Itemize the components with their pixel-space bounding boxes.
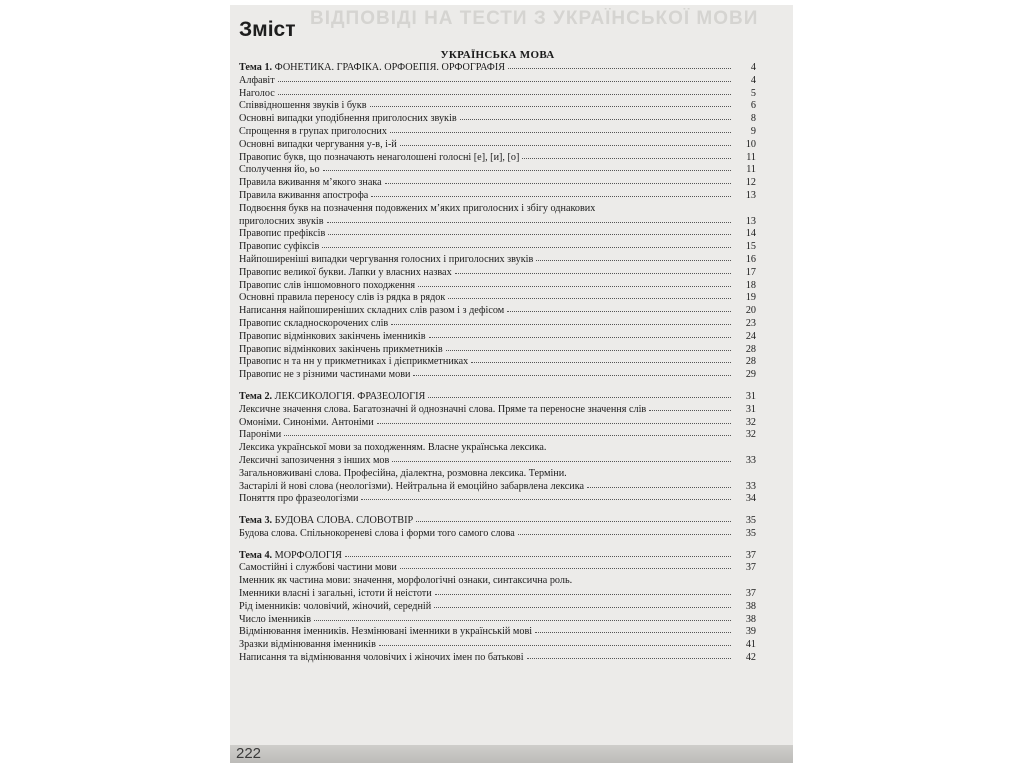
toc-dot-leader [416, 520, 731, 522]
toc-dot-leader [370, 105, 731, 107]
toc-entry [239, 318, 756, 331]
toc-entry [239, 455, 756, 468]
toc-entry-page: 14 [745, 228, 756, 240]
toc-entry [239, 203, 756, 216]
toc-entry-text: Правила вживання апострофа [239, 189, 369, 201]
toc-entry-page: 37 [745, 562, 756, 574]
toc-entry-text: Застарілі й нові слова (неологізми). Нейтральна й емоційно забарвлена лексика [239, 480, 585, 492]
toc-entry-text: БУДОВА СЛОВА. СЛОВОТВІР [272, 515, 414, 527]
toc-dot-leader [371, 195, 731, 197]
toc-entry-page: 11 [746, 164, 756, 176]
toc-entry-page: 9 [750, 125, 756, 137]
toc-entry-title [239, 429, 281, 442]
toc-entry [239, 468, 756, 481]
toc-entry [239, 562, 756, 575]
toc-entry-page: 4 [750, 62, 756, 73]
toc-entry-text: ЛЕКСИКОЛОГІЯ. ФРАЗЕОЛОГІЯ [272, 390, 426, 402]
toc-entry-title [239, 228, 325, 241]
toc-dot-leader [507, 310, 731, 312]
toc-dot-leader [322, 246, 731, 248]
toc-dot-leader [527, 657, 731, 659]
toc-dot-leader [518, 533, 731, 535]
toc-entry-text: Число іменників [239, 613, 312, 625]
toc-entry [239, 356, 756, 369]
toc-entry-page: 17 [745, 266, 756, 278]
toc-entry-title [239, 626, 532, 639]
toc-entry [239, 216, 756, 229]
toc-dot-leader [587, 486, 731, 488]
toc-entry-title [239, 164, 320, 177]
toc-entry-text: Правопис відмінкових закінчень іменників [239, 330, 426, 342]
toc-entry-page: 32 [745, 416, 756, 428]
toc-entry-text: Алфавіт [239, 74, 275, 86]
toc-entry-page: 13 [745, 215, 756, 227]
toc-dot-leader [460, 118, 731, 120]
toc-entry-text: Правопис не з різними частинами мови [239, 369, 411, 381]
toc-entry-title [239, 356, 468, 369]
toc-entry-title [239, 203, 595, 216]
toc-dot-leader [314, 619, 731, 621]
toc-topic-prefix: Тема 2. [239, 390, 273, 402]
toc-entry-page: 10 [745, 138, 756, 150]
toc-topic-prefix: Тема 4. [239, 549, 273, 561]
toc-entry-text: Лексичне значення слова. Багатозначні й однозначні слова. Пряме та переносне значення слів [239, 403, 647, 415]
toc-entry-title [239, 62, 505, 75]
toc-entry-page: 13 [745, 189, 756, 201]
toc-entry-text: Спрощення в групах приголосних [239, 125, 387, 137]
toc-dot-leader [377, 422, 731, 424]
toc-entry-title [239, 190, 368, 203]
toc-entry [239, 88, 756, 101]
toc-gap [239, 382, 756, 391]
toc-entry [239, 626, 756, 639]
toc-entry-title [239, 88, 275, 101]
toc-dot-leader [391, 323, 731, 325]
toc-entry-title [239, 318, 388, 331]
toc-dot-leader [278, 93, 731, 95]
toc-dot-leader [428, 396, 731, 398]
document-page [230, 5, 793, 763]
toc-entry [239, 442, 756, 455]
toc-dot-leader [278, 80, 731, 82]
toc-entry-text: Правила вживання м’якого знака [239, 177, 382, 189]
toc-entry-text: Основні випадки уподібнення приголосних звуків [239, 113, 457, 125]
toc-entry-text: Самостійні і службові частини мови [239, 562, 397, 574]
toc-entry-title [239, 139, 397, 152]
toc-dot-leader [418, 285, 731, 287]
toc-entry-text: Подвоєння букв на позначення подовжених м’яких приголосних і збігу однакових [239, 202, 596, 214]
toc-entry-text: Відмінювання іменників. Незмінювані іменники в українській мові [239, 626, 533, 638]
toc-entry [239, 404, 756, 417]
toc-entry-page: 11 [746, 151, 756, 163]
toc-dot-leader [429, 336, 731, 338]
toc-entry [239, 75, 756, 88]
toc-gap [239, 541, 756, 550]
toc-entry-page: 18 [745, 279, 756, 291]
toc-entry-page: 42 [745, 652, 756, 664]
toc-entry-page: 41 [745, 639, 756, 651]
toc-entry [239, 481, 756, 494]
toc-entry-title [239, 442, 546, 455]
toc-entry-text: Правопис великої букви. Лапки у власних назвах [239, 266, 452, 278]
toc-entry-text: Правопис відмінкових закінчень прикметників [239, 343, 443, 355]
toc-entry-title [239, 614, 311, 627]
toc-dot-leader [379, 644, 731, 646]
toc-entry [239, 528, 756, 541]
toc-entry-text: Основні випадки чергування у-в, і-й [239, 138, 397, 150]
toc-entry [239, 493, 756, 506]
toc-entry-page: 31 [745, 390, 756, 402]
toc-entry-title [239, 550, 342, 563]
toc-entry-title [239, 267, 452, 280]
toc-topic-row [239, 550, 756, 563]
toc-topic-row [239, 62, 756, 75]
section-title: УКРАЇНСЬКА МОВА [440, 49, 555, 61]
toc-entry-text: Будова слова. Спільнокореневі слова і форми того самого слова [239, 527, 515, 539]
toc-entry-page: 28 [745, 343, 756, 355]
toc-entry [239, 228, 756, 241]
toc-entry-page: 35 [745, 515, 756, 527]
toc-entry-text: Іменники власні і загальні, істоти й неістоти [239, 588, 432, 600]
toc-entry [239, 100, 756, 113]
toc-entry-text: Наголос [239, 87, 275, 99]
table-of-contents [239, 49, 756, 665]
toc-entry [239, 601, 756, 614]
toc-entry-title [239, 404, 646, 417]
toc-entry-text: Найпоширеніші випадки чергування голосних і приголосних звуків [239, 253, 534, 265]
toc-entry-title [239, 391, 425, 404]
toc-dot-leader [327, 221, 731, 223]
toc-dot-leader [435, 593, 731, 595]
toc-entry-text: Лексика української мови за походженням. Власне українська лексика. [239, 442, 547, 454]
toc-entry [239, 254, 756, 267]
toc-entry-title [239, 152, 519, 165]
toc-entry-title [239, 241, 319, 254]
toc-entry-page: 20 [745, 305, 756, 317]
toc-dot-leader [323, 169, 731, 171]
toc-dot-leader [385, 182, 731, 184]
toc-entry [239, 164, 756, 177]
toc-dot-leader [448, 297, 731, 299]
toc-entry-page: 29 [745, 369, 756, 381]
toc-entry [239, 369, 756, 382]
toc-entry-text: Правопис складноскорочених слів [239, 317, 389, 329]
toc-dot-leader [400, 144, 731, 146]
toc-entry-page: 35 [745, 527, 756, 539]
toc-dot-leader [508, 67, 731, 69]
toc-entry-title [239, 177, 382, 190]
page-number: 222 [236, 745, 262, 762]
toc-entry-title [239, 601, 431, 614]
toc-entry-text: Співвідношення звуків і букв [239, 100, 367, 112]
toc-entry [239, 280, 756, 293]
toc-dot-leader [345, 555, 731, 557]
toc-entry [239, 331, 756, 344]
toc-dot-leader [361, 498, 731, 500]
toc-entry-title [239, 292, 445, 305]
toc-dot-leader [446, 349, 731, 351]
toc-entry-title [239, 113, 457, 126]
toc-entry [239, 241, 756, 254]
toc-entry-title [239, 75, 275, 88]
toc-entry-page: 38 [745, 600, 756, 612]
toc-entry [239, 614, 756, 627]
toc-entry-title [239, 468, 567, 481]
toc-entry-page: 33 [745, 454, 756, 466]
toc-entry-title [239, 369, 410, 382]
toc-entry [239, 267, 756, 280]
toc-dot-leader [471, 361, 731, 363]
toc-gap [239, 506, 756, 515]
toc-list [239, 62, 756, 665]
toc-entry [239, 139, 756, 152]
toc-entry-title [239, 652, 524, 665]
toc-entry-title [239, 216, 324, 229]
toc-dot-leader [392, 460, 731, 462]
toc-entry-text: Поняття про фразеологізми [239, 493, 359, 505]
toc-entry-text: Правопис н та нн у прикметниках і дієприкметниках [239, 356, 469, 368]
toc-dot-leader [284, 434, 731, 436]
toc-entry [239, 417, 756, 430]
toc-entry-title [239, 331, 426, 344]
toc-entry-text: Основні правила переносу слів із рядка в рядок [239, 292, 446, 304]
toc-entry-page: 31 [745, 403, 756, 415]
toc-topic-prefix: Тема 1. [239, 62, 273, 73]
toc-entry [239, 429, 756, 442]
toc-entry-page: 34 [745, 493, 756, 505]
toc-entry-text: Правопис префіксів [239, 228, 326, 240]
toc-entry-title [239, 305, 504, 318]
toc-dot-leader [649, 409, 731, 411]
toc-entry-page: 28 [745, 356, 756, 368]
toc-entry-page: 24 [745, 330, 756, 342]
toc-dot-leader [328, 233, 731, 235]
toc-entry [239, 305, 756, 318]
toc-entry [239, 588, 756, 601]
toc-dot-leader [536, 259, 731, 261]
toc-entry [239, 639, 756, 652]
page-title: Зміст [239, 18, 296, 41]
toc-entry [239, 113, 756, 126]
toc-dot-leader [413, 374, 731, 376]
toc-entry-title [239, 455, 389, 468]
page-footer [230, 745, 793, 763]
toc-entry-title [239, 588, 432, 601]
toc-entry-title [239, 639, 376, 652]
toc-entry [239, 177, 756, 190]
toc-entry-page: 15 [745, 241, 756, 253]
toc-entry-text: Рід іменників: чоловічий, жіночий, середній [239, 600, 432, 612]
toc-entry-page: 37 [745, 588, 756, 600]
toc-entry-page: 8 [750, 113, 756, 125]
toc-entry-page: 12 [745, 177, 756, 189]
toc-entry [239, 652, 756, 665]
toc-entry-text: Правопис букв, що позначають ненаголошені голосні [е], [и], [о] [239, 151, 520, 163]
toc-entry-title [239, 417, 374, 430]
toc-entry-page: 6 [750, 100, 756, 112]
toc-topic-row [239, 391, 756, 404]
toc-dot-leader [434, 606, 731, 608]
toc-entry [239, 190, 756, 203]
toc-entry-page: 37 [745, 549, 756, 561]
toc-entry-title [239, 493, 358, 506]
toc-dot-leader [522, 157, 731, 159]
toc-entry-text: Написання та відмінювання чоловічих і жіночих імен по батькові [239, 652, 524, 664]
toc-entry-page: 5 [750, 87, 756, 99]
toc-entry [239, 152, 756, 165]
toc-topic-prefix: Тема 3. [239, 515, 273, 527]
toc-entry-page: 32 [745, 429, 756, 441]
ghost-header-text: ВІДПОВІДІ НА ТЕСТИ З УКРАЇНСЬКОЇ МОВИ [310, 8, 759, 29]
toc-entry-text: Лексичні запозичення з інших мов [239, 454, 390, 466]
toc-entry-text: Написання найпоширеніших складних слів разом і з дефісом [239, 305, 505, 317]
toc-entry-title [239, 515, 413, 528]
toc-dot-leader [455, 272, 731, 274]
toc-entry-page: 33 [745, 480, 756, 492]
toc-entry-text: МОРФОЛОГІЯ [272, 549, 342, 561]
toc-entry-text: Сполучення йо, ьо [239, 164, 320, 176]
toc-entry-title [239, 280, 415, 293]
toc-entry-page: 39 [745, 626, 756, 638]
toc-entry-page: 38 [745, 613, 756, 625]
toc-entry-text: Правопис слів іншомовного походження [239, 279, 416, 291]
toc-entry-text: Пароніми [239, 429, 282, 441]
toc-entry-text: Правопис суфіксів [239, 241, 320, 253]
toc-entry [239, 575, 756, 588]
toc-entry-text: приголосних звуків [239, 215, 324, 227]
toc-dot-leader [390, 131, 731, 133]
toc-entry [239, 292, 756, 305]
toc-entry-title [239, 126, 387, 139]
toc-entry-page: 4 [750, 74, 756, 86]
toc-entry-text: Іменник як частина мови: значення, морфологічні ознаки, синтаксична роль. [239, 575, 573, 587]
toc-entry-title [239, 481, 584, 494]
toc-entry-text: Омоніми. Синоніми. Антоніми [239, 416, 374, 428]
toc-entry-text: Зразки відмінювання іменників [239, 639, 376, 651]
toc-entry-page: 23 [745, 317, 756, 329]
toc-entry-title [239, 528, 515, 541]
toc-entry-page: 19 [745, 292, 756, 304]
toc-entry-page: 16 [745, 253, 756, 265]
toc-entry-text: Загальновживані слова. Професійна, діалектна, розмовна лексика. Терміни. [239, 467, 567, 479]
toc-dot-leader [535, 631, 731, 633]
toc-entry [239, 344, 756, 357]
toc-entry-title [239, 575, 572, 588]
toc-entry-title [239, 100, 367, 113]
toc-dot-leader [400, 567, 731, 569]
toc-topic-row [239, 515, 756, 528]
toc-entry-title [239, 254, 533, 267]
toc-entry-text: ФОНЕТИКА. ГРАФІКА. ОРФОЕПІЯ. ОРФОГРАФІЯ [272, 62, 506, 73]
toc-entry [239, 126, 756, 139]
toc-entry-title [239, 344, 443, 357]
toc-entry-title [239, 562, 397, 575]
